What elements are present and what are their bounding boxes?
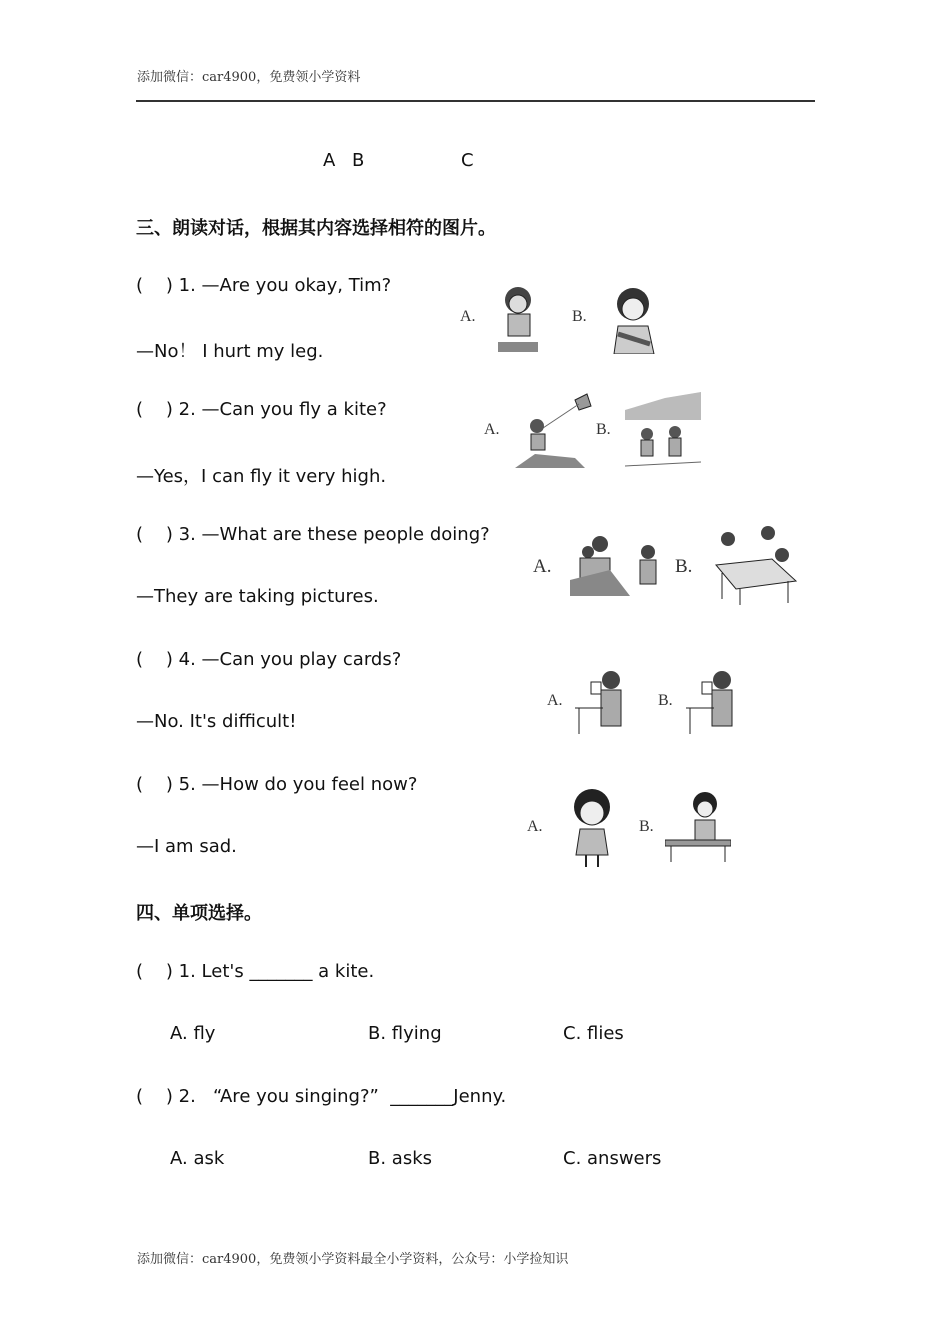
option-c: C bbox=[461, 150, 474, 171]
s4-q1-option-b: B. flying bbox=[368, 1023, 442, 1044]
section3-title: 三、朗读对话，根据其内容选择相符的图片。 bbox=[136, 218, 496, 239]
pic3-label-a: A. bbox=[533, 556, 552, 577]
playing-cards-picture-a bbox=[575, 668, 625, 736]
pic5-label-a: A. bbox=[527, 818, 543, 835]
pic4-label-b: B. bbox=[658, 692, 673, 709]
s3-a1: —No！ I hurt my leg. bbox=[136, 341, 324, 362]
playing-cards-picture-b bbox=[686, 668, 736, 736]
header-divider bbox=[136, 100, 815, 102]
s4-q1-option-a: A. fly bbox=[170, 1023, 216, 1044]
pic2-label-b: B. bbox=[596, 421, 611, 438]
s4-q1-option-c: C. flies bbox=[563, 1023, 624, 1044]
s3-q2: ( ) 2. —Can you fly a kite? bbox=[136, 399, 387, 420]
playing-outdoors-picture bbox=[625, 390, 701, 470]
s3-a2: —Yes，I can fly it very high. bbox=[136, 466, 387, 487]
pic3-label-b: B. bbox=[675, 556, 693, 577]
s3-q3: ( ) 3. —What are these people doing? bbox=[136, 524, 490, 545]
s3-a5: —I am sad. bbox=[136, 836, 237, 857]
s3-q1: ( ) 1. —Are you okay, Tim? bbox=[136, 275, 392, 296]
pic1-label-a: A. bbox=[460, 308, 476, 325]
people-at-table-picture bbox=[712, 525, 800, 605]
page-header: 添加微信：car4900，免费领小学资料 bbox=[137, 70, 361, 85]
s3-a3: —They are taking pictures. bbox=[136, 586, 379, 607]
option-b: B bbox=[352, 150, 365, 171]
s4-q2-option-b: B. asks bbox=[368, 1148, 433, 1169]
taking-pictures-picture bbox=[570, 530, 668, 596]
s4-q2-option-a: A. ask bbox=[170, 1148, 225, 1169]
s4-q2: ( ) 2. “Are you singing?” _______Jenny. bbox=[136, 1086, 507, 1107]
happy-girl-picture bbox=[562, 785, 622, 869]
page-footer: 添加微信：car4900，免费领小学资料最全小学资料，公众号：小学捡知识 bbox=[137, 1252, 569, 1267]
pic4-label-a: A. bbox=[547, 692, 563, 709]
hurt-leg-picture bbox=[488, 280, 546, 356]
option-a: A bbox=[323, 150, 336, 171]
s3-a4: —No. It's difficult! bbox=[136, 711, 297, 732]
section4-title: 四、单项选择。 bbox=[136, 903, 262, 924]
pic2-label-a: A. bbox=[484, 421, 500, 438]
bandaged-arm-picture bbox=[600, 282, 666, 354]
sad-girl-on-bench-picture bbox=[665, 790, 731, 862]
s3-q5: ( ) 5. —How do you feel now? bbox=[136, 774, 418, 795]
s4-q2-option-c: C. answers bbox=[563, 1148, 662, 1169]
s3-q4: ( ) 4. —Can you play cards? bbox=[136, 649, 402, 670]
pic5-label-b: B. bbox=[639, 818, 654, 835]
s4-q1: ( ) 1. Let's _______ a kite. bbox=[136, 961, 375, 982]
pic1-label-b: B. bbox=[572, 308, 587, 325]
